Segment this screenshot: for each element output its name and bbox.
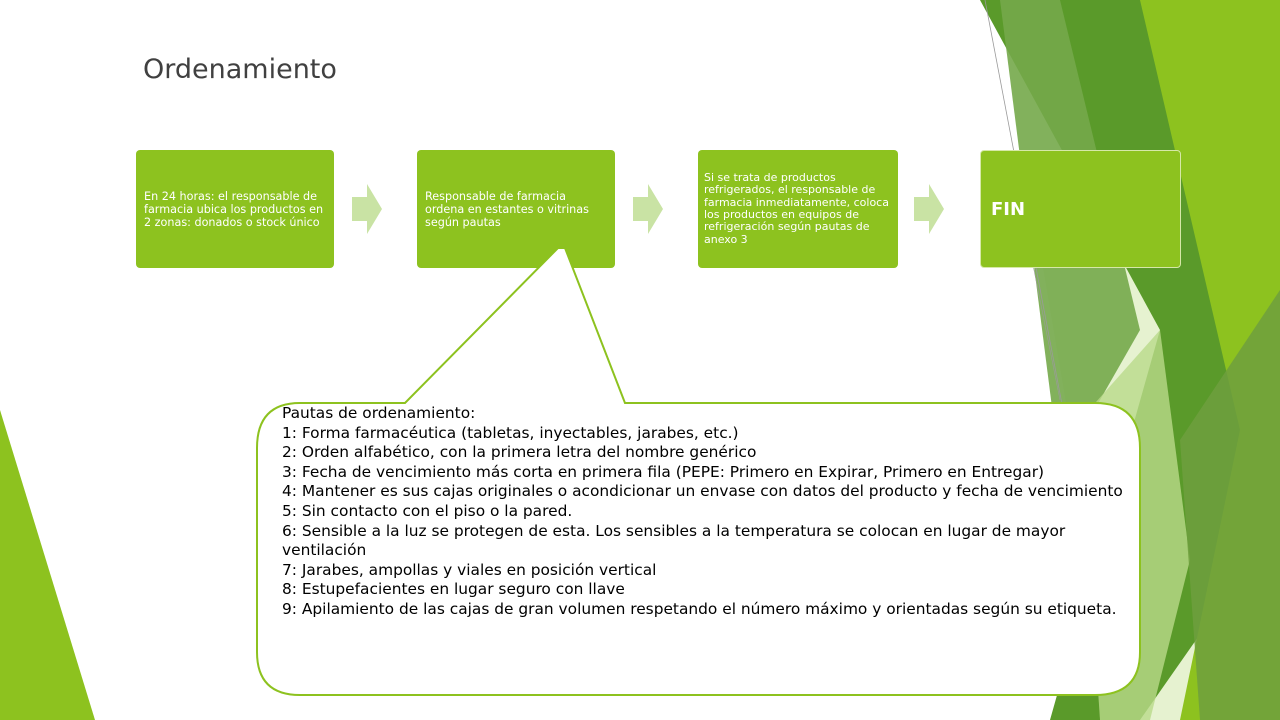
flow-step-2-text: Responsable de farmacia ordena en estantes o vitrinas según pautas bbox=[425, 189, 589, 229]
callout-heading: Pautas de ordenamiento: bbox=[282, 404, 476, 422]
flow-step-3-text: Si se trata de productos refrigerados, el responsable de farmacia inmediatamente, coloca los productos en equipos de refrigeración según pautas de anexo 3 bbox=[704, 170, 889, 246]
callout-item-9: 9: Apilamiento de las cajas de gran volumen respetando el número máximo y orientadas según su etiqueta. bbox=[282, 599, 1117, 618]
callout-item-8: 8: Estupefacientes en lugar seguro con llave bbox=[282, 580, 625, 599]
callout-item-4: 4: Mantener es sus cajas originales o acondicionar un envase con datos del producto y fecha de vencimiento bbox=[282, 482, 1123, 501]
callout-item-5: 5: Sin contacto con el piso o la pared. bbox=[282, 501, 573, 520]
slide-title: Ordenamiento bbox=[143, 54, 337, 85]
flow-step-end-text: FIN bbox=[991, 198, 1026, 220]
callout-content bbox=[282, 404, 1132, 620]
callout-item-2: 2: Orden alfabético, con la primera letra del nombre genérico bbox=[282, 443, 757, 462]
callout-item-6: 6: Sensible a la luz se protegen de esta. Los sensibles a la temperatura se colocan en lugar de mayor ventilación bbox=[282, 521, 1066, 560]
flow-step-1-text: En 24 horas: el responsable de farmacia ubica los productos en 2 zonas: donados o stock único bbox=[144, 189, 324, 229]
callout-item-3: 3: Fecha de vencimiento más corta en primera fila (PEPE: Primero en Expirar, Primero en Entregar) bbox=[282, 462, 1045, 481]
callout-item-7: 7: Jarabes, ampollas y viales en posición vertical bbox=[282, 560, 657, 579]
callout-item-1: 1: Forma farmacéutica (tabletas, inyectables, jarabes, etc.) bbox=[282, 423, 739, 442]
